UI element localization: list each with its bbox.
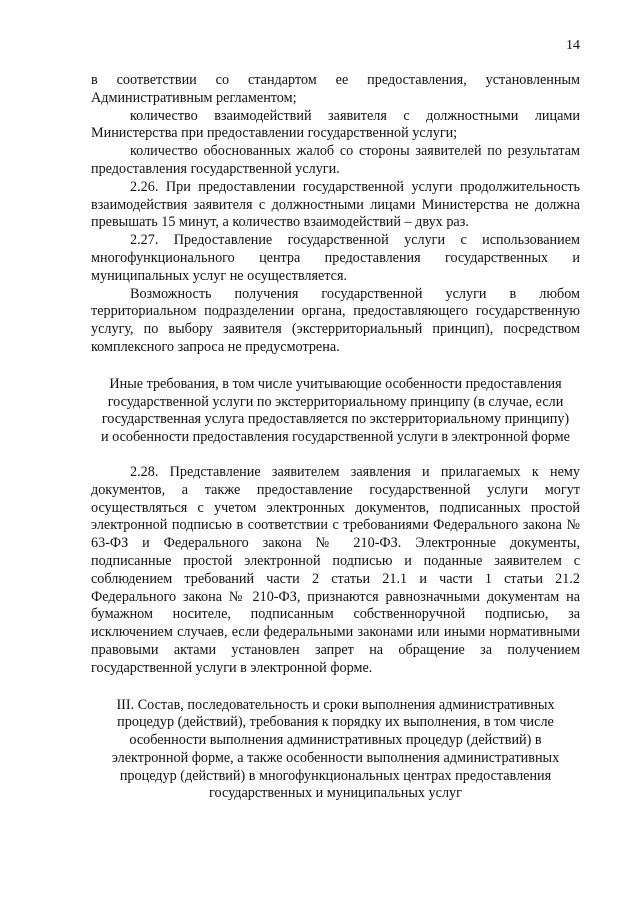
paragraph-standard-continuation: в соответствии со стандартом ее предоставления, установленным Административным регламентом; (91, 72, 580, 106)
paragraph-extraterritorial: Возможность получения государственной услуги в любом территориальном подразделении органа, предоставляющего государственную услугу, по выбору заявителя (экстерриториальный принцип), посредством комплексного запроса не предусмотрена. (91, 285, 580, 355)
paragraph-interaction-count: количество взаимодействий заявителя с должностными лицами Министерства при предоставлении государственной услуги; (91, 107, 580, 142)
paragraph-2-28: 2.28. Представление заявителем заявления и прилагаемых к нему документов, а также предоставление государственной услуги могут осуществляться с учетом электронных документов, подписанных простой электронной подписью в соответствии с требованиями Федерального закона № 63-ФЗ и Федерального закона № 210-ФЗ. Электронные документы, подписанные простой электронной подписью и поданные заявителем с соблюдением требований части 2 статьи 21.1 и части 1 статьи 21.2 Федерального закона № 210-ФЗ, признаются равнозначными документам на бумажном носителе, подписанным собственноручной подписью, за исключением случаев, если федеральными законами или иными нормативными правовыми актами установлен запрет на обращение за получением государственной услуги в электронной форме. (91, 463, 580, 676)
section-heading-iii: III. Состав, последовательность и сроки выполнения административных процедур (действий), требования к порядку их выполнения, в том числе особенности выполнения административных процедур (действий) в электронной форме, а также особенности выполнения административных процедур (действий) в многофункциональных центрах предоставления государственных и муниципальных услуг (111, 696, 560, 802)
document-body (91, 72, 580, 803)
page-number: 14 (566, 38, 580, 53)
paragraph-2-27: 2.27. Предоставление государственной услуги с использованием многофункционального центра предоставления государственных и муниципальных услуг не осуществляется. (91, 232, 580, 284)
paragraph-complaints-count: количество обоснованных жалоб со стороны заявителей по результатам предоставления государственной услуги. (91, 143, 580, 177)
section-heading-other-requirements: Иные требования, в том числе учитывающие особенности предоставления государственной услуги по экстерриториальному принципу (в случае, если государственная услуга предоставляется по экстерриториальному принципу) и особенности предоставления государственной услуги в электронной форме (101, 375, 570, 446)
paragraph-2-26: 2.26. При предоставлении государственной услуги продолжительность взаимодействия заявителя с должностными лицами Министерства не должна превышать 15 минут, а количество взаимодействий – двух раз. (91, 178, 580, 231)
